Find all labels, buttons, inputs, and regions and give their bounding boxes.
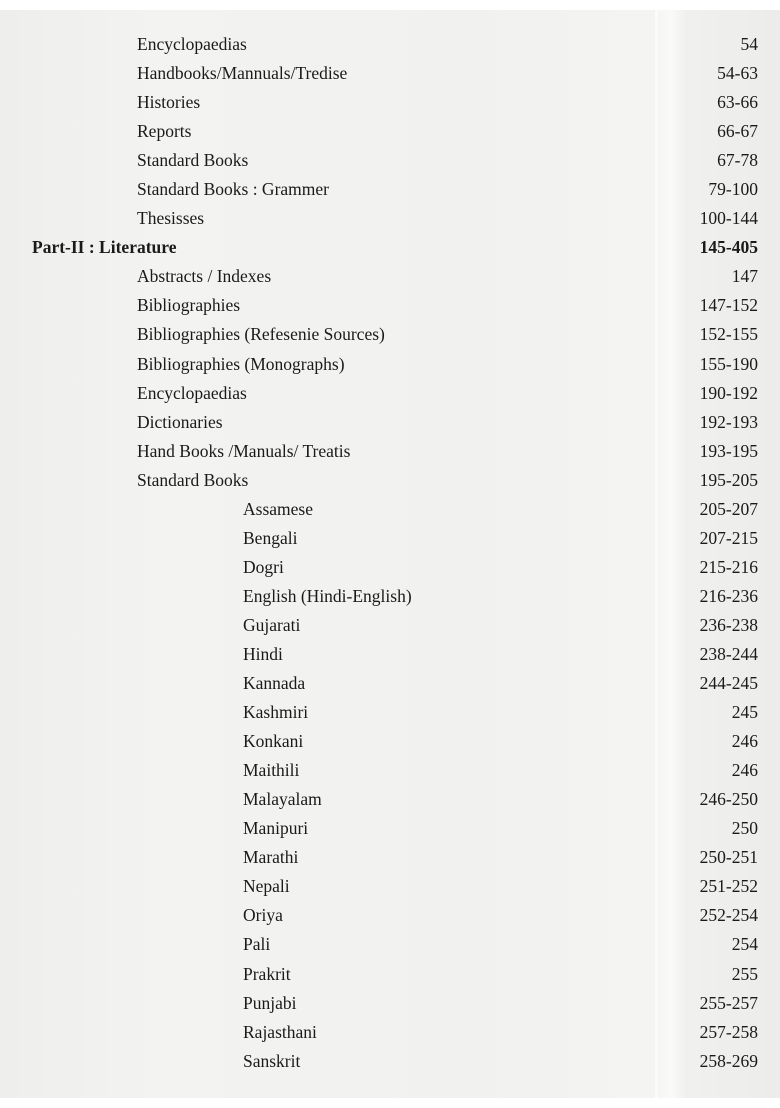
toc-entry [0, 175, 780, 204]
toc-subentry-label: Nepali [243, 876, 290, 897]
toc-subentry-label: Maithili [243, 760, 300, 781]
toc-subentry-pages: 250 [731, 818, 758, 839]
part-heading-pages: 145-405 [699, 237, 758, 258]
toc-subentry [0, 669, 780, 698]
toc-subentry-pages: 258-269 [699, 1050, 758, 1071]
toc-subentry-pages: 257-258 [699, 1021, 758, 1042]
toc-entry [0, 88, 780, 117]
toc-subentry-label: Bengali [243, 527, 298, 548]
toc-entry-label: Standard Books [137, 469, 249, 490]
toc-entry-label: Encyclopaedias [137, 382, 247, 403]
toc-subentry-pages: 246-250 [699, 789, 758, 810]
toc-entry-label: Bibliographies (Refesenie Sources) [137, 324, 385, 345]
toc-subentry [0, 872, 780, 901]
toc-entry-pages: 195-205 [699, 469, 758, 490]
toc-entry-label: Standard Books : Grammer [137, 179, 329, 200]
toc-subentry-pages: 255 [731, 963, 758, 984]
toc-subentry [0, 698, 780, 727]
toc-subentry-label: Pali [243, 934, 271, 955]
toc-entry [0, 320, 780, 349]
toc-subentry [0, 989, 780, 1018]
toc-subentry [0, 960, 780, 989]
toc-entry [0, 117, 780, 146]
toc-subentry-label: Oriya [243, 905, 283, 926]
toc-subentry-label: Dogri [243, 556, 284, 577]
toc-subentry [0, 1018, 780, 1047]
toc-subentry-pages: 246 [731, 760, 758, 781]
toc-subentry [0, 901, 780, 930]
toc-entry-pages: 192-193 [699, 411, 758, 432]
toc-entry-label: Dictionaries [137, 411, 223, 432]
toc-entry-pages: 193-195 [699, 440, 758, 461]
toc-subentry [0, 756, 780, 785]
toc-subentry [0, 843, 780, 872]
toc-subentry-label: Rajasthani [243, 1021, 317, 1042]
toc-subentry-pages: 244-245 [699, 673, 758, 694]
toc-entry [0, 437, 780, 466]
toc-entry-label: Abstracts / Indexes [137, 266, 272, 287]
toc-entry-label: Standard Books [137, 150, 249, 171]
toc-subentry [0, 611, 780, 640]
toc-subentry-pages: 238-244 [699, 643, 758, 664]
toc-subentry-pages: 246 [731, 731, 758, 752]
toc-subentry-label: Prakrit [243, 963, 291, 984]
toc-entry [0, 350, 780, 379]
toc-entry [0, 59, 780, 88]
toc-entry [0, 466, 780, 495]
toc-subentry-pages: 255-257 [699, 992, 758, 1013]
toc-subentry [0, 785, 780, 814]
toc-entry-pages: 147 [731, 266, 758, 287]
toc-entry-pages: 190-192 [699, 382, 758, 403]
toc-subentry-label: English (Hindi-English) [243, 585, 412, 606]
toc-entry [0, 204, 780, 233]
toc-subentry-pages: 236-238 [699, 614, 758, 635]
toc-entry [0, 291, 780, 320]
toc-part-heading [0, 233, 780, 262]
part-heading-label: Part-II : Literature [32, 237, 177, 258]
toc-subentry-pages: 215-216 [699, 556, 758, 577]
scanned-page [0, 10, 780, 1098]
toc-subentry-label: Kannada [243, 673, 306, 694]
toc-subentry [0, 495, 780, 524]
toc-entry-pages: 54-63 [717, 63, 758, 84]
toc-subentry-label: Manipuri [243, 818, 309, 839]
toc-entry-label: Histories [137, 92, 201, 113]
toc-entry-pages: 63-66 [717, 92, 758, 113]
toc-entry-pages: 66-67 [717, 121, 758, 142]
toc-subentry [0, 553, 780, 582]
toc-subentry-pages: 254 [731, 934, 758, 955]
toc-entry [0, 30, 780, 59]
table-of-contents [0, 30, 780, 1076]
toc-entry-pages: 147-152 [699, 295, 758, 316]
toc-entry [0, 146, 780, 175]
toc-subentry-label: Kashmiri [243, 702, 309, 723]
toc-subentry-pages: 252-254 [699, 905, 758, 926]
toc-subentry-pages: 245 [731, 702, 758, 723]
toc-subentry [0, 814, 780, 843]
toc-entry [0, 379, 780, 408]
toc-subentry-label: Hindi [243, 643, 283, 664]
toc-entry-pages: 67-78 [717, 150, 758, 171]
toc-entry-label: Handbooks/Mannuals/Tredise [137, 63, 348, 84]
toc-entry-pages: 100-144 [699, 208, 758, 229]
toc-entry-label: Bibliographies [137, 295, 241, 316]
toc-entry [0, 408, 780, 437]
toc-entry-label: Hand Books /Manuals/ Treatis [137, 440, 351, 461]
toc-subentry-label: Malayalam [243, 789, 322, 810]
toc-entry-pages: 54 [740, 34, 758, 54]
toc-subentry-label: Punjabi [243, 992, 297, 1013]
toc-subentry-label: Assamese [243, 498, 313, 519]
toc-entry-label: Thesisses [137, 208, 205, 229]
toc-subentry-pages: 251-252 [699, 876, 758, 897]
toc-subentry [0, 640, 780, 669]
toc-subentry-label: Konkani [243, 731, 304, 752]
toc-entry-pages: 152-155 [699, 324, 758, 345]
toc-subentry [0, 524, 780, 553]
toc-entry-label: Reports [137, 121, 192, 142]
toc-subentry-pages: 216-236 [699, 585, 758, 606]
toc-subentry [0, 930, 780, 959]
toc-subentry-pages: 207-215 [699, 527, 758, 548]
toc-subentry-label: Gujarati [243, 614, 301, 635]
toc-entry-label: Encyclopaedias [137, 34, 247, 54]
toc-subentry [0, 582, 780, 611]
toc-subentry-pages: 250-251 [699, 847, 758, 868]
toc-subentry-label: Marathi [243, 847, 299, 868]
toc-subentry-pages: 205-207 [699, 498, 758, 519]
toc-entry [0, 262, 780, 291]
toc-subentry-label: Sanskrit [243, 1050, 301, 1071]
toc-entry-label: Bibliographies (Monographs) [137, 353, 345, 374]
toc-subentry [0, 727, 780, 756]
toc-entry-pages: 79-100 [708, 179, 758, 200]
toc-entry-pages: 155-190 [699, 353, 758, 374]
toc-subentry [0, 1047, 780, 1076]
